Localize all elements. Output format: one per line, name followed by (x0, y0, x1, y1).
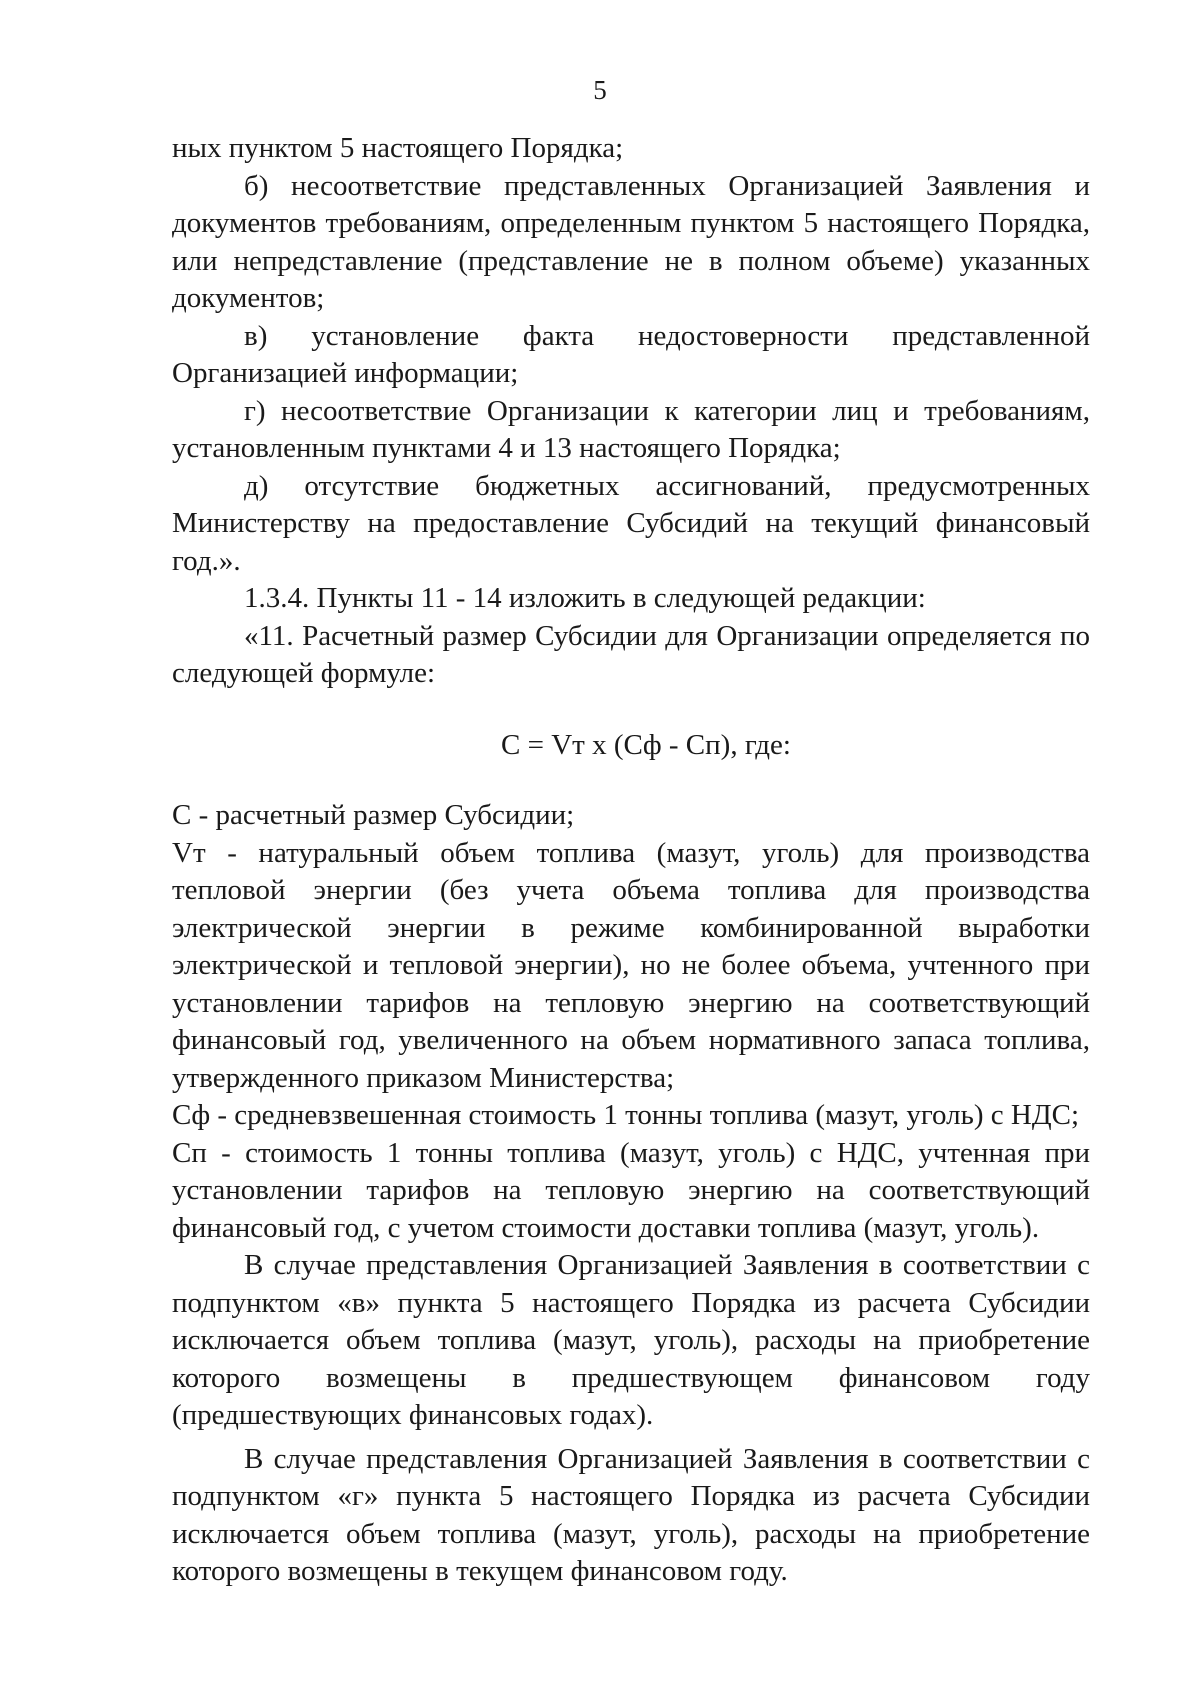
paragraph-item-b: б) несоответствие представленных Организацией Заявления и документов требованиям, определенным пунктом 5 настоящего Порядка, или непредставление (представление не в полном объеме) указанных документов; (172, 169, 1090, 314)
paragraph-item-v: в) установление факта недостоверности представленной Организацией информации; (172, 319, 1090, 389)
paragraph-item-d: д) отсутствие бюджетных ассигнований, предусмотренных Министерству на предоставление Субсидий на текущий финансовый год.». (172, 469, 1090, 577)
paragraph-item-g: г) несоответствие Организации к категории лиц и требованиям, установленным пунктами 4 и 13 настоящего Порядка; (172, 394, 1090, 464)
definition-sf: Сф - средневзвешенная стоимость 1 тонны топлива (мазут, уголь) с НДС; (172, 1099, 1080, 1131)
definition-vt: Vт - натуральный объем топлива (мазут, уголь) для производства тепловой энергии (без учета объема топлива для производства электрической энергии в режиме комбинированной выработки электрической и тепловой энергии), но не более объема, учтенного при установлении тарифов на тепловую энергию на соответствующий финансовый год, увеличенного на объем нормативного запаса топлива, утвержденного приказом Министерства; (172, 836, 1090, 1094)
document-body (172, 130, 1090, 1591)
paragraph-case-v: В случае представления Организацией Заявления в соответствии с подпунктом «в» пункта 5 настоящего Порядка из расчета Субсидии исключается объем топлива (мазут, уголь), расходы на приобретение которого возмещены в предшествующем финансовом году (предшествующих финансовых годах). (172, 1249, 1090, 1431)
paragraph-point-11: «11. Расчетный размер Субсидии для Организации определяется по следующей формуле: (172, 619, 1090, 689)
page-number: 5 (593, 75, 607, 105)
definition-sp: Сп - стоимость 1 тонны топлива (мазут, уголь) с НДС, учтенная при установлении тарифов на тепловую энергию на соответствующий финансовый год, с учетом стоимости доставки топлива (мазут, уголь). (172, 1136, 1090, 1244)
paragraph-clause-1-3-4: 1.3.4. Пункты 11 - 14 изложить в следующей редакции: (244, 582, 926, 614)
definition-c: С - расчетный размер Субсидии; (172, 799, 575, 831)
paragraph-case-g: В случае представления Организацией Заявления в соответствии с подпунктом «г» пункта 5 настоящего Порядка из расчета Субсидии исключается объем топлива (мазут, уголь), расходы на приобретение которого возмещены в текущем финансовом году. (172, 1442, 1090, 1587)
formula: С = Vт x (Сф - Сп), где: (501, 728, 791, 761)
paragraph-continuation: ных пунктом 5 настоящего Порядка; (172, 132, 624, 164)
